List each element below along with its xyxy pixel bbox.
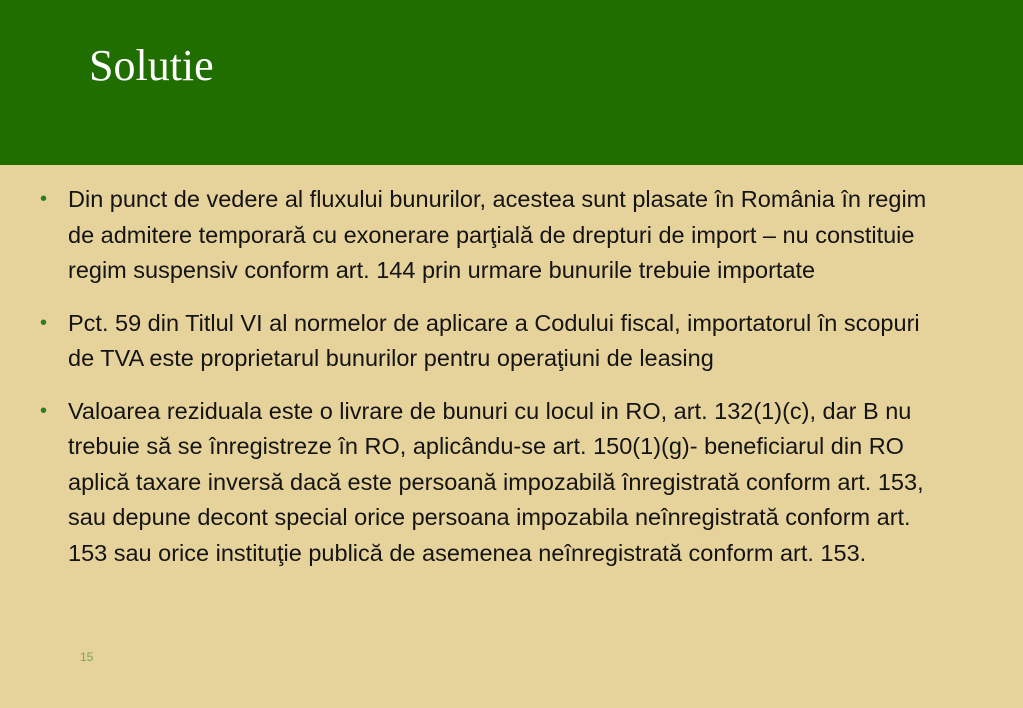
bullet-dot-icon: • bbox=[40, 311, 48, 334]
bullet-item bbox=[40, 182, 940, 289]
bullet-dot-icon: • bbox=[40, 399, 48, 422]
slide-title: Solutie bbox=[89, 41, 214, 90]
title-bar bbox=[0, 0, 1023, 165]
bullet-dot-icon: • bbox=[40, 188, 48, 210]
bullet-item bbox=[40, 306, 940, 377]
bullet-text: Din punct de vedere al fluxului bunurilor, acestea sunt plasate în România în regim de admitere temporară cu exonerare parţială de drepturi de import – nu constituie regim suspensiv conform art. 144 prin urmare bunurile trebuie importate bbox=[68, 186, 927, 283]
bullet-item bbox=[40, 394, 940, 572]
bullet-text: Pct. 59 din Titlul VI al normelor de aplicare a Codului fiscal, importatorul în scopuri de TVA este proprietarul bunurilor pentru operaţiuni de leasing bbox=[68, 309, 920, 371]
bullet-text: Valoarea reziduala este o livrare de bunuri cu locul in RO, art. 132(1)(c), dar B nu trebuie să se înregistreze în RO, aplicându-se art. 150(1)(g)- beneficiarul din RO aplică taxare inversă dacă este persoană impozabilă înregistrată conform art. 153, sau depune decont special orice persoana impozabila neînregistrată conform art. 153 sau orice instituţie publică de asemenea neînregistrată conform art. 153. bbox=[68, 397, 924, 566]
bullet-list bbox=[40, 182, 940, 588]
page-number: 15 bbox=[80, 650, 94, 664]
